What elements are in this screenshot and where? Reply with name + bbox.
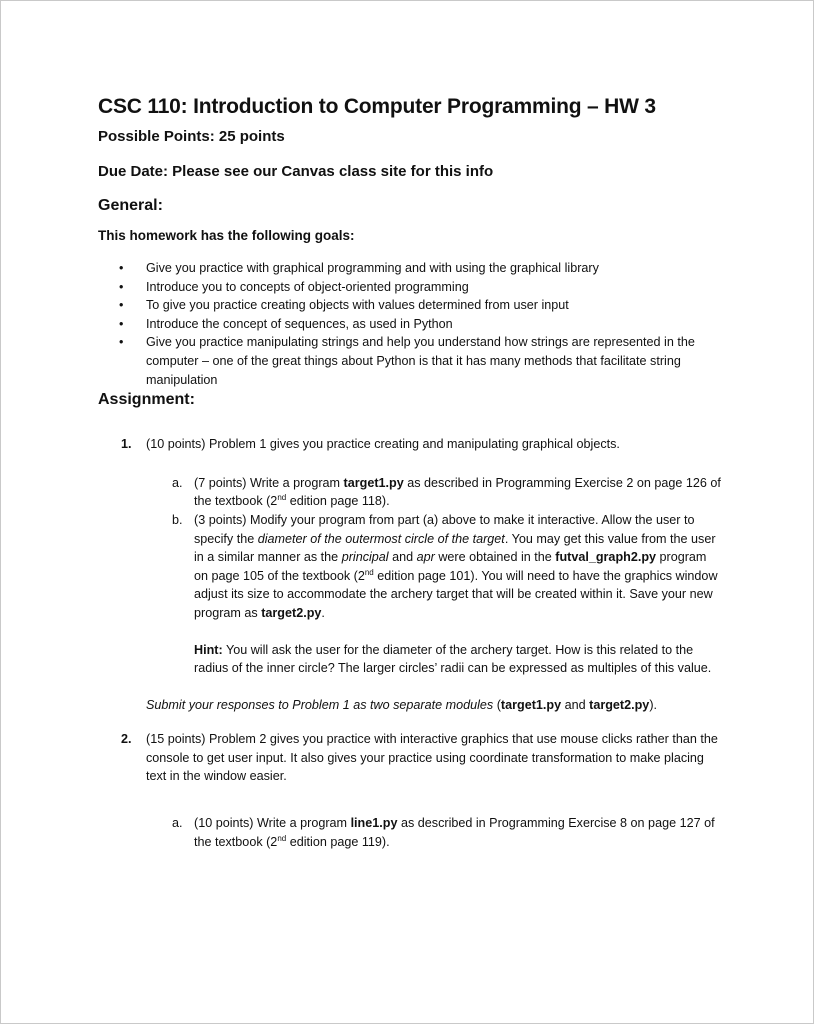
due-date: Due Date: Please see our Canvas class site for this info (98, 163, 494, 180)
part-letter: b. (172, 512, 183, 527)
part-text: edition page 119). (286, 834, 390, 849)
problem-list-2 (98, 730, 738, 851)
goal-text: Give you practice manipulating strings and help you understand how strings are represented in the computer – one of the great things about Python is that it has many methods that facilitate string manipulation (146, 335, 695, 387)
goal-item (98, 333, 726, 389)
goal-text: Introduce you to concepts of object-oriented programming (146, 279, 469, 294)
problem-2 (98, 730, 726, 851)
emphasis: apr (416, 550, 435, 565)
problem-number: 1. (121, 437, 132, 452)
part-text: edition page 101). You will need to have the graphics window adjust its size to accommodate the archery target that will be created within it. Save your new program as (194, 568, 718, 620)
filename: target2.py (261, 605, 322, 620)
superscript: nd (277, 833, 287, 843)
problem-1-text: (10 points) Problem 1 gives you practice creating and manipulating graphical objects. (146, 437, 620, 452)
emphasis: principal (341, 550, 389, 565)
part-text: as described in Programming Exercise 2 on page 126 of the textbook (2 (194, 475, 721, 509)
document-title: CSC 110: Introduction to Computer Programming – HW 3 (98, 95, 656, 118)
goal-item (98, 278, 726, 297)
goal-text: To give you practice creating objects with values determined from user input (146, 298, 569, 313)
submit-text: ( (493, 697, 501, 712)
submit-text: and (561, 697, 590, 712)
part-text: were obtained in the (434, 550, 556, 565)
part-text: (7 points) Write a program (194, 475, 344, 490)
problem-2-text: (15 points) Problem 2 gives you practice with interactive graphics that use mouse clicks rather than the console to get user input. It also gives your practice using coordinate transformation to make placing text in the window easier. (146, 732, 718, 784)
filename: target2.py (589, 697, 650, 712)
goals-list (98, 259, 738, 389)
filename: line1.py (350, 816, 398, 831)
problem-1b (146, 511, 722, 623)
submit-instructions (98, 696, 738, 715)
submit-text: ). (649, 697, 658, 712)
general-heading: General: (98, 197, 163, 214)
part-text: (10 points) Write a program (194, 816, 351, 831)
problem-2a (146, 814, 722, 851)
part-letter: a. (172, 816, 183, 831)
part-letter: a. (172, 475, 183, 490)
assignment-heading: Assignment: (98, 391, 195, 409)
problem-list (98, 435, 738, 678)
bullet-icon: • (119, 298, 124, 313)
goals-intro: This homework has the following goals: (98, 228, 355, 243)
filename: target1.py (500, 697, 562, 712)
bullet-icon: • (119, 316, 124, 331)
part-text: . You may get this value from the user in a similar manner as the (194, 531, 716, 565)
goal-text: Give you practice with graphical programming and with using the graphical library (146, 261, 599, 275)
problem-1-parts (146, 474, 726, 623)
goal-item (98, 259, 726, 278)
problem-2-parts (146, 814, 726, 851)
hint-text: You will ask the user for the diameter of the archery target. How is this related to the radius of the inner circle? The larger circles’ radii can be expressed as multiples of this value. (194, 642, 712, 676)
problem-number: 2. (121, 732, 132, 747)
part-text: and (388, 550, 417, 565)
bullet-icon: • (119, 335, 124, 350)
submit-italic: Submit your responses to Problem 1 as two separate modules (146, 697, 494, 712)
goal-item (98, 315, 726, 334)
hint-label: Hint: (194, 642, 223, 657)
emphasis: diameter of the outermost circle of the target (257, 531, 505, 546)
superscript: nd (277, 493, 287, 503)
hint-paragraph (146, 641, 722, 678)
goal-item (98, 296, 726, 315)
part-text: . (321, 605, 325, 620)
part-text: (3 points) Modify your program from part (a) above to make it interactive. Allow the user to specify the (194, 512, 695, 546)
problem-1 (98, 435, 726, 678)
superscript: nd (364, 567, 374, 577)
goal-text: Introduce the concept of sequences, as used in Python (146, 316, 453, 331)
bullet-icon: • (119, 279, 124, 294)
filename: target1.py (343, 475, 404, 490)
possible-points: Possible Points: 25 points (98, 128, 285, 145)
bullet-icon: • (119, 261, 124, 275)
document-content (98, 94, 738, 851)
part-text: edition page 118). (286, 494, 390, 509)
part-text: program on page 105 of the textbook (2 (194, 550, 707, 583)
filename: futval_graph2.py (555, 550, 657, 565)
part-text: as described in Programming Exercise 8 on page 127 of the textbook (2 (194, 816, 715, 849)
problem-1a (146, 474, 722, 511)
